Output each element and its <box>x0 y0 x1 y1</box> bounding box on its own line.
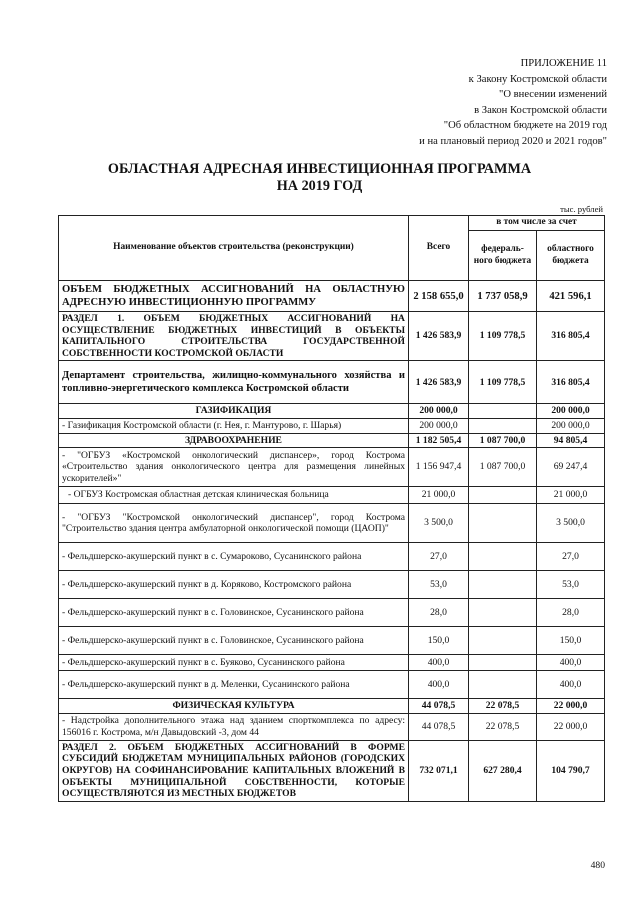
row-total: 3 500,0 <box>409 504 469 543</box>
row-federal <box>469 543 537 571</box>
header-name: Наименование объектов строительства (реконструкции) <box>59 216 409 281</box>
row-name: ФИЗИЧЕСКАЯ КУЛЬТУРА <box>59 699 409 714</box>
row-name: - Фельдшерско-акушерский пункт в с. Головинское, Сусанинского района <box>59 627 409 655</box>
table-row <box>59 740 605 801</box>
table-row <box>59 281 605 312</box>
row-total: 200 000,0 <box>409 404 469 419</box>
row-regional: 400,0 <box>537 671 605 699</box>
row-federal <box>469 627 537 655</box>
appendix-line: в Закон Костромской области <box>474 104 607 116</box>
table-row <box>59 571 605 599</box>
row-regional: 400,0 <box>537 655 605 671</box>
row-total: 44 078,5 <box>409 713 469 740</box>
table-row <box>59 418 605 433</box>
row-total: 27,0 <box>409 543 469 571</box>
row-federal <box>469 418 537 433</box>
row-name: - ОГБУЗ Костромская областная детская клиническая больница <box>59 487 409 504</box>
row-regional: 94 805,4 <box>537 433 605 448</box>
row-total: 53,0 <box>409 571 469 599</box>
table-row <box>59 671 605 699</box>
row-name: - Надстройка дополнительного этажа над зданием спорткомплекса по адресу: 156016 г. Кострома, м/н Давыдовский -3, дом 44 <box>59 713 409 740</box>
row-federal <box>469 404 537 419</box>
row-name: - Фельдшерско-акушерский пункт в с. Головинское, Сусанинского района <box>59 599 409 627</box>
row-name: РАЗДЕЛ 1. ОБЪЕМ БЮДЖЕТНЫХ АССИГНОВАНИЙ НА ОСУЩЕСТВЛЕНИЕ БЮДЖЕТНЫХ ИНВЕСТИЦИЙ В ОБЪЕКТЫ КАПИТАЛЬНОГО СТРОИТЕЛЬСТВА ГОСУДАРСТВЕННОЙ СОБСТВЕННОСТИ КОСТРОМСКОЙ ОБЛАСТИ <box>59 312 409 361</box>
row-federal <box>469 671 537 699</box>
row-regional: 22 000,0 <box>537 713 605 740</box>
row-regional: 28,0 <box>537 599 605 627</box>
table-row <box>59 361 605 404</box>
row-federal <box>469 655 537 671</box>
row-federal: 22 078,5 <box>469 713 537 740</box>
investment-program-table <box>58 215 605 802</box>
row-total: 1 426 583,9 <box>409 361 469 404</box>
row-regional: 27,0 <box>537 543 605 571</box>
row-federal: 1 109 778,5 <box>469 361 537 404</box>
header-federal: федераль-ного бюджета <box>469 231 537 281</box>
title-line-1: ОБЛАСТНАЯ АДРЕСНАЯ ИНВЕСТИЦИОННАЯ ПРОГРАММА <box>107 161 532 177</box>
row-total: 2 158 655,0 <box>409 281 469 312</box>
header-total: Всего <box>409 216 469 281</box>
row-total: 1 426 583,9 <box>409 312 469 361</box>
table-row <box>59 312 605 361</box>
row-regional: 200 000,0 <box>537 404 605 419</box>
row-federal: 1 087 700,0 <box>469 448 537 487</box>
table-row <box>59 433 605 448</box>
table-row <box>59 713 605 740</box>
row-total: 44 078,5 <box>409 699 469 714</box>
row-regional: 421 596,1 <box>537 281 605 312</box>
document-title <box>0 161 639 195</box>
row-total: 200 000,0 <box>409 418 469 433</box>
row-federal <box>469 599 537 627</box>
row-federal: 627 280,4 <box>469 740 537 801</box>
row-name: - Фельдшерско-акушерский пункт в д. Коряково, Костромского района <box>59 571 409 599</box>
row-name: - Фельдшерско-акушерский пункт в д. Меленки, Сусанинского района <box>59 671 409 699</box>
table-row <box>59 655 605 671</box>
table-row <box>59 504 605 543</box>
row-name: ГАЗИФИКАЦИЯ <box>59 404 409 419</box>
appendix-line: к Закону Костромской области <box>468 73 607 85</box>
row-regional: 316 805,4 <box>537 361 605 404</box>
table-row <box>59 448 605 487</box>
units-label: тыс. рублей <box>560 204 603 214</box>
row-regional: 200 000,0 <box>537 418 605 433</box>
header-including: в том числе за счет <box>469 216 605 231</box>
row-regional: 316 805,4 <box>537 312 605 361</box>
table-row <box>59 404 605 419</box>
table-row <box>59 543 605 571</box>
table-row <box>59 599 605 627</box>
row-name: - Фельдшерско-акушерский пункт в с. Буяково, Сусанинского района <box>59 655 409 671</box>
appendix-block <box>419 56 607 149</box>
table-header-row <box>59 216 605 231</box>
row-regional: 3 500,0 <box>537 504 605 543</box>
row-name: РАЗДЕЛ 2. ОБЪЕМ БЮДЖЕТНЫХ АССИГНОВАНИЙ В ФОРМЕ СУБСИДИЙ БЮДЖЕТАМ МУНИЦИПАЛЬНЫХ РАЙОНОВ (ГОРОДСКИХ ОКРУГОВ) НА СОФИНАНСИРОВАНИЕ КАПИТАЛЬНЫХ ВЛОЖЕНИЙ В ОБЪЕКТЫ МУНИЦИПАЛЬНОЙ СОБСТВЕННОСТИ, КОТОРЫЕ ОСУЩЕСТВЛЯЮТСЯ ИЗ МЕСТНЫХ БЮДЖЕТОВ <box>59 740 409 801</box>
row-regional: 53,0 <box>537 571 605 599</box>
appendix-line: "Об областном бюджете на 2019 год <box>443 120 607 131</box>
row-total: 1 182 505,4 <box>409 433 469 448</box>
row-federal: 22 078,5 <box>469 699 537 714</box>
row-federal: 1 109 778,5 <box>469 312 537 361</box>
row-regional: 21 000,0 <box>537 487 605 504</box>
row-total: 1 156 947,4 <box>409 448 469 487</box>
row-name: - "ОГБУЗ «Костромской онкологический диспансер», город Кострома «Строительство здания онкологического центра для размещения линейных ускорителей»" <box>59 448 409 487</box>
row-name: - "ОГБУЗ "Костромской онкологический диспансер", город Кострома "Строительство здания центра амбулаторной онкологической помощи (ЦАОП)" <box>59 504 409 543</box>
appendix-line: "О внесении изменений <box>499 89 607 100</box>
table-row <box>59 487 605 504</box>
table-row <box>59 627 605 655</box>
row-regional: 104 790,7 <box>537 740 605 801</box>
row-total: 400,0 <box>409 671 469 699</box>
row-name: ОБЪЕМ БЮДЖЕТНЫХ АССИГНОВАНИЙ НА ОБЛАСТНУЮ АДРЕСНУЮ ИНВЕСТИЦИОННУЮ ПРОГРАММУ <box>59 281 409 312</box>
row-federal <box>469 487 537 504</box>
row-total: 150,0 <box>409 627 469 655</box>
row-total: 28,0 <box>409 599 469 627</box>
table-row <box>59 699 605 714</box>
row-total: 21 000,0 <box>409 487 469 504</box>
page-number: 480 <box>590 860 605 871</box>
row-regional: 69 247,4 <box>537 448 605 487</box>
row-regional: 22 000,0 <box>537 699 605 714</box>
row-name: ЗДРАВООХРАНЕНИЕ <box>59 433 409 448</box>
row-total: 400,0 <box>409 655 469 671</box>
row-federal <box>469 571 537 599</box>
row-name: - Фельдшерско-акушерский пункт в с. Сумароково, Сусанинского района <box>59 543 409 571</box>
title-line-2: НА 2019 ГОД <box>276 178 363 194</box>
row-name: - Газификация Костромской области (г. Нея, г. Мантурово, г. Шарья) <box>59 418 409 433</box>
row-federal <box>469 504 537 543</box>
row-federal: 1 737 058,9 <box>469 281 537 312</box>
appendix-line: ПРИЛОЖЕНИЕ 11 <box>520 58 607 69</box>
row-regional: 150,0 <box>537 627 605 655</box>
row-total: 732 071,1 <box>409 740 469 801</box>
header-regional: областного бюджета <box>537 231 605 281</box>
row-federal: 1 087 700,0 <box>469 433 537 448</box>
appendix-line: и на плановый период 2020 и 2021 годов" <box>419 135 607 147</box>
row-name: Департамент строительства, жилищно-коммунального хозяйства и топливно-энергетического комплекса Костромской области <box>59 361 409 404</box>
